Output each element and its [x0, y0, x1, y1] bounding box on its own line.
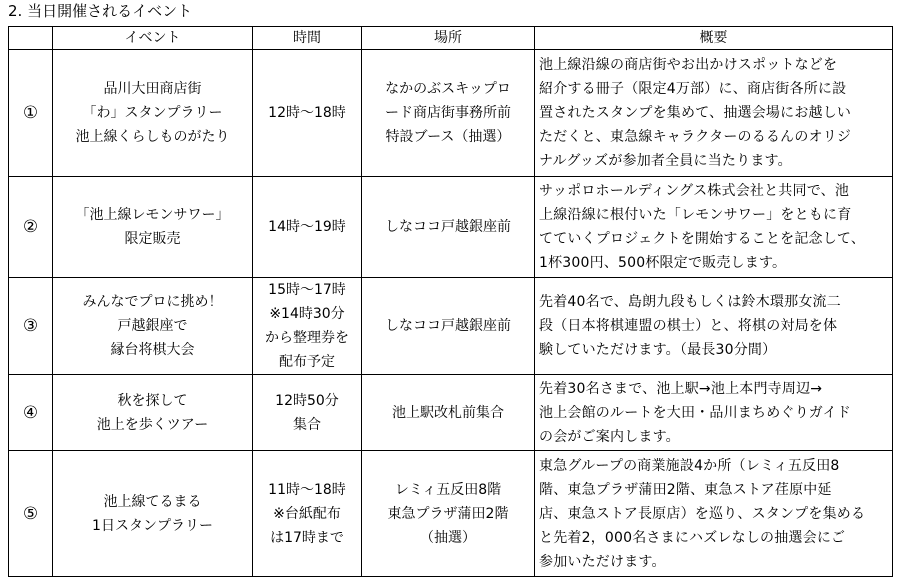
- time-line: 集合: [293, 416, 321, 433]
- event-time: [253, 50, 362, 177]
- header-description: 概要: [535, 27, 893, 50]
- description-line: の会がご案内します。: [539, 428, 680, 445]
- header-event: イベント: [53, 27, 253, 50]
- description-line: 1杯300円、500杯限定で販売します。: [539, 255, 787, 271]
- place-line: しなココ戸越銀座前: [385, 318, 511, 334]
- table-header-row: [9, 27, 893, 50]
- section-title: 2. 当日開催されるイベント: [8, 2, 193, 20]
- place-line: レミィ五反田8階: [394, 481, 502, 498]
- description-line: 先着40名で、島朗九段もしくは鈴木環那女流二: [539, 294, 841, 310]
- time-line: ※台紙配布: [273, 505, 341, 522]
- event-name: [53, 375, 253, 451]
- place-line: 特設ブース（抽選）: [385, 129, 511, 145]
- event-line: 限定販売: [124, 231, 181, 247]
- description-line: と先着2，000名さまにハズレなしの抽選会にご: [539, 529, 846, 546]
- place-line: 池上駅改札前集合: [392, 404, 504, 421]
- table-row: [9, 375, 893, 451]
- time-line: 12時50分: [275, 392, 339, 409]
- time-line: 15時～17時: [268, 282, 346, 298]
- table-row: [9, 177, 893, 278]
- event-description: [535, 50, 893, 177]
- header-place: 場所: [362, 27, 535, 50]
- event-name: [53, 451, 253, 577]
- header-time: 時間: [253, 27, 362, 50]
- event-line: 1日スタンプラリー: [92, 517, 213, 534]
- event-time: [253, 451, 362, 577]
- event-time: [253, 278, 362, 375]
- time-line: 12時～18時: [268, 105, 346, 121]
- row-number: ③: [9, 278, 53, 375]
- event-place: [362, 278, 535, 375]
- time-line: 11時～18時: [268, 481, 346, 498]
- place-line: （抽選）: [420, 529, 476, 546]
- event-line: 池上線くらしものがたり: [75, 129, 230, 145]
- event-place: [362, 177, 535, 278]
- event-name: [53, 177, 253, 278]
- description-line: 東急グループの商業施設4か所（レミィ五反田8: [539, 457, 840, 474]
- row-number: ⑤: [9, 451, 53, 577]
- events-table: [8, 26, 893, 577]
- place-line: しなココ戸越銀座前: [385, 219, 511, 235]
- event-place: [362, 375, 535, 451]
- event-line: 戸越銀座で: [117, 318, 188, 334]
- header-number: [9, 27, 53, 50]
- event-description: [535, 177, 893, 278]
- description-line: 上線沿線に根付いた「レモンサワー」をともに育: [539, 207, 852, 223]
- description-line: 置されたスタンプを集めて、抽選会場にお越しい: [539, 105, 852, 121]
- description-line: 段（日本将棋連盟の棋士）と、将棋の対局を体: [539, 318, 838, 334]
- event-time: [253, 375, 362, 451]
- time-line: ※14時30分: [269, 306, 345, 322]
- event-line: 池上線てるまる: [103, 493, 202, 510]
- time-line: 14時～19時: [268, 219, 346, 235]
- event-place: [362, 50, 535, 177]
- description-line: 先着30名さまで、池上駅→池上本門寺周辺→: [539, 380, 823, 397]
- row-number: ②: [9, 177, 53, 278]
- time-line: 配布予定: [279, 354, 335, 370]
- event-line: 「池上線レモンサワー」: [75, 207, 230, 223]
- time-line: から整理券を: [265, 330, 349, 346]
- table-row: [9, 50, 893, 177]
- description-line: 階、東急プラザ蒲田2階、東急ストア荏原中延: [539, 481, 832, 498]
- event-description: [535, 278, 893, 375]
- description-line: ただくと、東急線キャラクターのるるんのオリジ: [539, 129, 852, 145]
- event-line: みんなでプロに挑め！: [82, 294, 223, 310]
- event-time: [253, 177, 362, 278]
- place-line: ード商店街事務所前: [385, 105, 511, 121]
- table-row: [9, 451, 893, 577]
- event-line: 池上を歩くツアー: [96, 416, 209, 433]
- description-line: 験していただけます。（最長30分間）: [539, 342, 777, 358]
- description-line: 池上線沿線の商店街やお出かけスポットなどを: [539, 57, 838, 73]
- place-line: 東急プラザ蒲田2階: [387, 505, 509, 522]
- event-line: 秋を探して: [117, 392, 188, 409]
- time-line: は17時まで: [270, 529, 344, 546]
- description-line: 店、東急ストア長原店）を巡り、スタンプを集める: [539, 505, 866, 522]
- event-description: [535, 451, 893, 577]
- event-place: [362, 451, 535, 577]
- event-line: 品川大田商店街: [103, 81, 202, 97]
- description-line: 紹介する冊子（限定4万部）に、商店街各所に設: [539, 81, 847, 97]
- event-name: [53, 278, 253, 375]
- event-line: 「わ」スタンプラリー: [82, 105, 223, 121]
- event-line: 縁台将棋大会: [110, 342, 195, 358]
- description-line: てていくプロジェクトを開始することを記念して、: [539, 231, 866, 247]
- place-line: なかのぶスキップロ: [385, 81, 511, 97]
- table-row: [9, 278, 893, 375]
- description-line: サッポロホールディングス株式会社と共同で、池: [539, 183, 850, 199]
- row-number: ④: [9, 375, 53, 451]
- event-description: [535, 375, 893, 451]
- description-line: 池上会館のルートを大田・品川まちめぐりガイド: [539, 404, 851, 421]
- description-line: 参加いただけます。: [539, 553, 666, 570]
- event-name: [53, 50, 253, 177]
- row-number: ①: [9, 50, 53, 177]
- description-line: ナルグッズが参加者全員に当たります。: [539, 153, 792, 169]
